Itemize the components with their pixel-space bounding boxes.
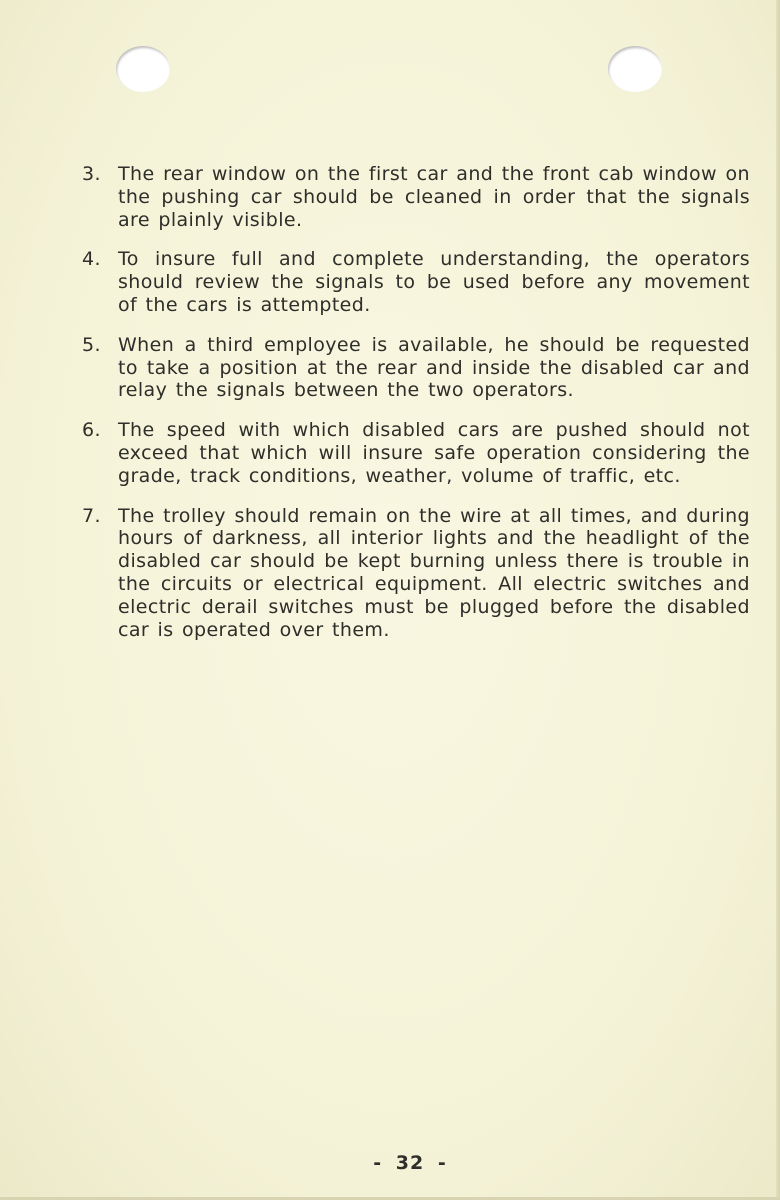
page-number-text: - 32 - — [373, 1152, 447, 1174]
item-text: When a third employee is available, he should be requested to take a position at the rear and inside the disabled car and relay the signals between the two operators. — [118, 333, 750, 402]
item-text: The speed with which disabled cars are pushed should not exceed that which will insure safe operation considering the grade, track conditions, weather, volume of traffic, etc. — [118, 419, 750, 487]
list-item — [82, 419, 750, 487]
list-item — [82, 505, 750, 642]
page-number — [0, 1152, 780, 1174]
numbered-instruction-list — [82, 163, 750, 658]
item-text: To insure full and complete understanding, the operators should review the signals to be used before any movement of the cars is attempted. — [118, 248, 750, 316]
item-number: 5. — [82, 333, 101, 356]
page-edge-right — [776, 0, 780, 1200]
punch-hole-left — [116, 46, 170, 92]
item-number: 6. — [82, 419, 101, 442]
item-number: 4. — [82, 248, 101, 271]
item-text: The rear window on the first car and the front cab window on the pushing car should be cleaned in order that the signals are plainly visible. — [118, 163, 750, 231]
list-item — [82, 248, 750, 316]
item-number: 3. — [82, 163, 101, 185]
item-number: 7. — [82, 504, 101, 527]
punch-hole-right — [608, 46, 662, 92]
list-item — [82, 163, 750, 231]
item-text: The trolley should remain on the wire at all times, and during hours of darkness, all interior lights and the headlight of the disabled car should be kept burning unless there is trouble in the circuits or electrical equipment. All electric switches and electric derail switches must be plugged before the disabled car is operated over them. — [118, 504, 750, 641]
list-item — [82, 334, 750, 402]
